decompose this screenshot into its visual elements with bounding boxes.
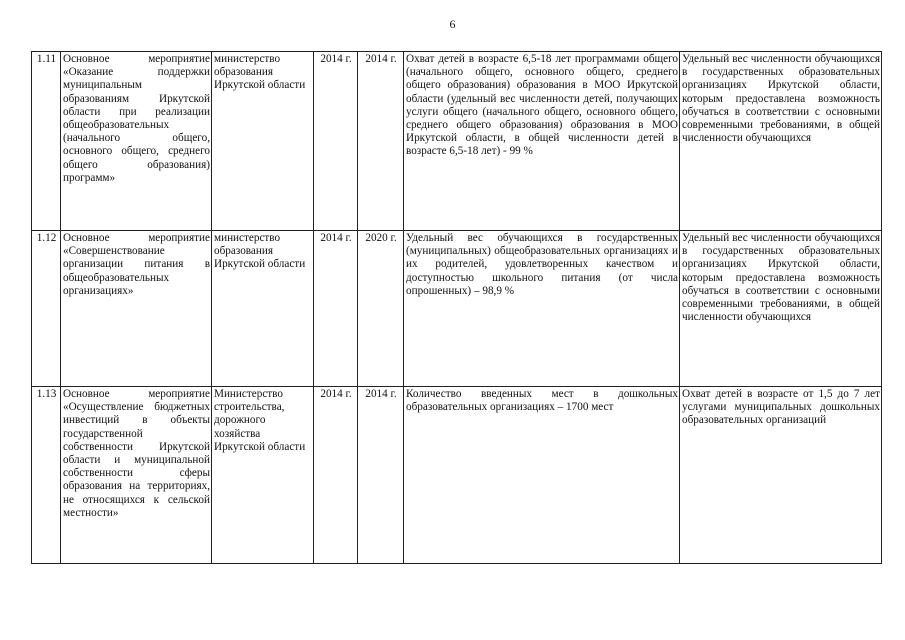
indicator-cell: Удельный вес численности обучающихся в государственных образовательных организациях Иркутской области, которым предоставлена возможность обучаться в соответствии с основными современными требованиями, в общей численности обучающихся [680, 231, 882, 387]
indicator-cell: Удельный вес численности обучающихся в государственных образовательных организациях Иркутской области, которым предоставлена возможность обучаться в соответствии с основными современными требованиями, в общей численности обучающихся [680, 52, 882, 231]
start-year-cell: 2014 г. [314, 52, 358, 231]
end-year-cell: 2014 г. [358, 52, 404, 231]
event-cell: Основное мероприятие «Оказание поддержки муниципальным образованиям Иркутской области при реализации общеобразовательных (начального общего, основного общего, среднего общего образования) программ» [61, 52, 212, 231]
row-number: 1.11 [32, 52, 61, 231]
result-cell: Охват детей в возрасте 6,5-18 лет программами общего (начального общего, основного общего, среднего общего образования) образования в МОО Иркутской области (удельный вес численности детей, получающих услуги общего (начального общего, основного общего, среднего общего образования) образования в МОО Иркутской области, в общей численности детей в возрасте 6,5-18 лет) - 99 % [404, 52, 680, 231]
executor-cell: Министерство строительства, дорожного хозяйства Иркутской области [212, 387, 314, 564]
table-row [32, 231, 882, 387]
page-number: 6 [449, 17, 456, 31]
end-year-cell: 2020 г. [358, 231, 404, 387]
end-year-cell: 2014 г. [358, 387, 404, 564]
executor-cell: министерство образования Иркутской области [212, 52, 314, 231]
start-year-cell: 2014 г. [314, 387, 358, 564]
row-number: 1.13 [32, 387, 61, 564]
row-number: 1.12 [32, 231, 61, 387]
event-cell: Основное мероприятие «Осуществление бюджетных инвестиций в объекты государственной собственности Иркутской области и муниципальной собственности сферы образования на территориях, не относящихся к сельской местности» [61, 387, 212, 564]
start-year-cell: 2014 г. [314, 231, 358, 387]
result-cell: Количество введенных мест в дошкольных образовательных организациях – 1700 мест [404, 387, 680, 564]
executor-cell: министерство образования Иркутской области [212, 231, 314, 387]
event-cell: Основное мероприятие «Совершенствование организации питания в общеобразовательных организациях» [61, 231, 212, 387]
indicator-cell: Охват детей в возрасте от 1,5 до 7 лет услугами муниципальных дошкольных образовательных организаций [680, 387, 882, 564]
table-row [32, 387, 882, 564]
table-row [32, 52, 882, 231]
program-table [31, 51, 882, 564]
result-cell: Удельный вес обучающихся в государственных (муниципальных) общеобразовательных организациях и их родителей, удовлетворенных качеством и доступностью школьного питания (от числа опрошенных) – 98,9 % [404, 231, 680, 387]
